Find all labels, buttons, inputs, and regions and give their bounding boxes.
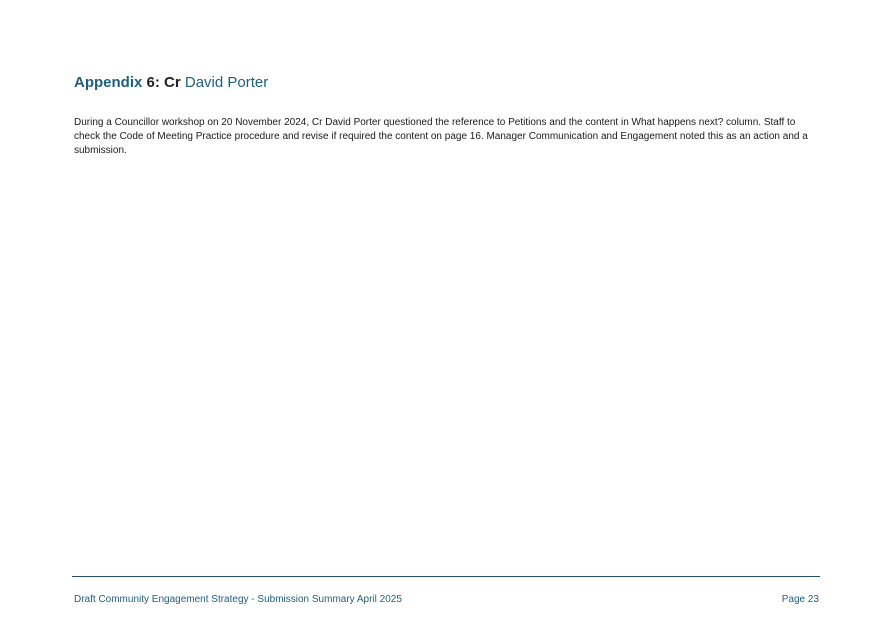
- appendix-number: 6:: [146, 74, 160, 91]
- footer-page-number: Page 23: [781, 594, 819, 605]
- appendix-heading: [74, 74, 268, 92]
- body-paragraph: During a Councillor workshop on 20 November 2024, Cr David Porter questioned the reference to Petitions and the content in What happens next? column. Staff to check the Code of Meeting Practice procedure and revise if required the content on page 16. Manager Communication and Engagement noted this as an action and a submission.: [74, 117, 808, 156]
- appendix-title-name: David Porter: [184, 74, 269, 91]
- appendix-label: Appendix: [74, 74, 143, 91]
- footer-document-title: Draft Community Engagement Strategy - Submission Summary April 2025: [74, 594, 402, 605]
- appendix-title-prefix: Cr: [164, 74, 181, 91]
- footer-divider: [72, 576, 820, 577]
